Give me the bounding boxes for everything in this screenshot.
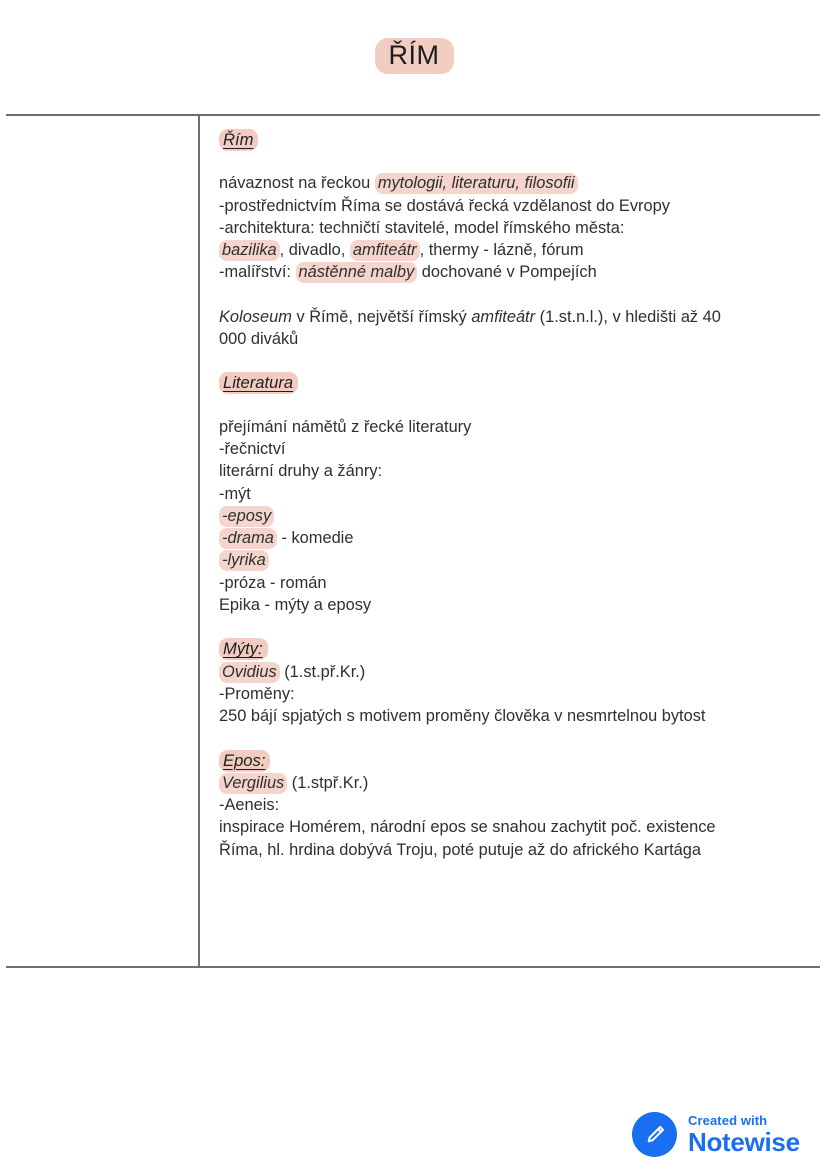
text-run: -architektura: techničtí stavitelé, model římského města: [219,218,625,237]
page-title [0,38,828,74]
note-line [219,172,749,194]
note-line [219,217,749,239]
note-line [219,772,749,794]
text-run: , divadlo, [279,241,350,260]
section-spacer [219,616,749,638]
note-line [219,505,749,527]
text-run: přejímání námětů z řecké literatury [219,417,472,436]
text-run: -mýt [219,484,251,503]
paragraph-spacer [219,284,749,306]
note-line [219,416,749,438]
note-line [219,483,749,505]
text-run: návaznost na řeckou [219,174,375,193]
note-line [219,438,749,460]
notes-margin-column [8,118,196,964]
section-heading [219,638,749,660]
section-heading-text: Epos: [219,750,270,772]
text-run: literární druhy a žánry: [219,462,383,481]
note-line [219,527,749,549]
notewise-created-with-label: Created with [688,1113,768,1128]
section-spacer [219,350,749,372]
note-line [219,239,749,261]
note-line [219,306,749,351]
note-content [219,129,749,861]
italic-term: amfiteátr [471,307,536,326]
page-rule-top [6,114,820,116]
section-spacer [219,728,749,750]
note-line [219,594,749,616]
note-line [219,705,749,727]
heading-spacer [219,395,749,416]
pencil-icon [632,1112,677,1157]
text-run: (1.st.n.l.), v hledišti až 40 000 diváků [219,307,721,349]
highlighted-term: bazilika [219,240,280,261]
text-run: -Proměny: [219,684,295,703]
text-run: 250 bájí spjatých s motivem proměny člověka v nesmrtelnou bytost [219,707,706,726]
text-run: -prostřednictvím Říma se dostává řecká vzdělanost do Evropy [219,196,670,215]
section-heading-text: Literatura [219,372,298,394]
highlighted-term: amfiteátr [350,240,420,261]
text-run: -próza - román [219,573,327,592]
page-rule-bottom [6,966,820,968]
section-heading [219,372,749,394]
heading-spacer [219,151,749,172]
text-run: inspirace Homérem, národní epos se snahou zachytit poč. existence Říma, hl. hrdina dobývá Troju, poté putuje až do afrického Kartága [219,818,716,859]
text-run: -Aeneis: [219,796,280,815]
page-rule-vertical-divider [198,116,200,967]
note-line [219,460,749,482]
highlighted-term: -lyrika [219,550,269,571]
highlighted-term: -drama [219,528,277,549]
notewise-badge [632,1112,800,1157]
section-heading-text: Řím [219,129,258,151]
highlighted-term: nástěnné malby [296,262,418,283]
section-heading [219,750,749,772]
highlighted-term: Ovidius [219,662,280,683]
note-line [219,572,749,594]
highlighted-term: Vergilius [219,773,287,794]
text-run: - komedie [276,529,354,548]
section-heading-text: Mýty: [219,638,268,660]
section-heading [219,129,749,151]
text-run: dochované v Pompejích [417,263,597,282]
note-line [219,683,749,705]
note-line [219,261,749,283]
italic-term: Koloseum [219,307,292,326]
text-run: v Římě, největší římský [291,307,472,326]
text-run: Epika - mýty a eposy [219,596,372,615]
note-line [219,549,749,571]
text-run: -řečnictví [219,439,286,458]
note-line [219,195,749,217]
notewise-product-name: Notewise [688,1127,800,1157]
text-run: (1.st.př.Kr.) [279,662,366,681]
text-run: -malířství: [219,263,296,282]
highlighted-term: mytologii, literaturu, filosofii [375,173,578,194]
text-run: , thermy - lázně, fórum [419,241,584,260]
note-line [219,661,749,683]
page-title-highlight: ŘÍM [375,38,454,74]
note-line [219,816,749,861]
highlighted-term: -eposy [219,506,274,527]
text-run: (1.stpř.Kr.) [287,773,369,792]
note-line [219,794,749,816]
